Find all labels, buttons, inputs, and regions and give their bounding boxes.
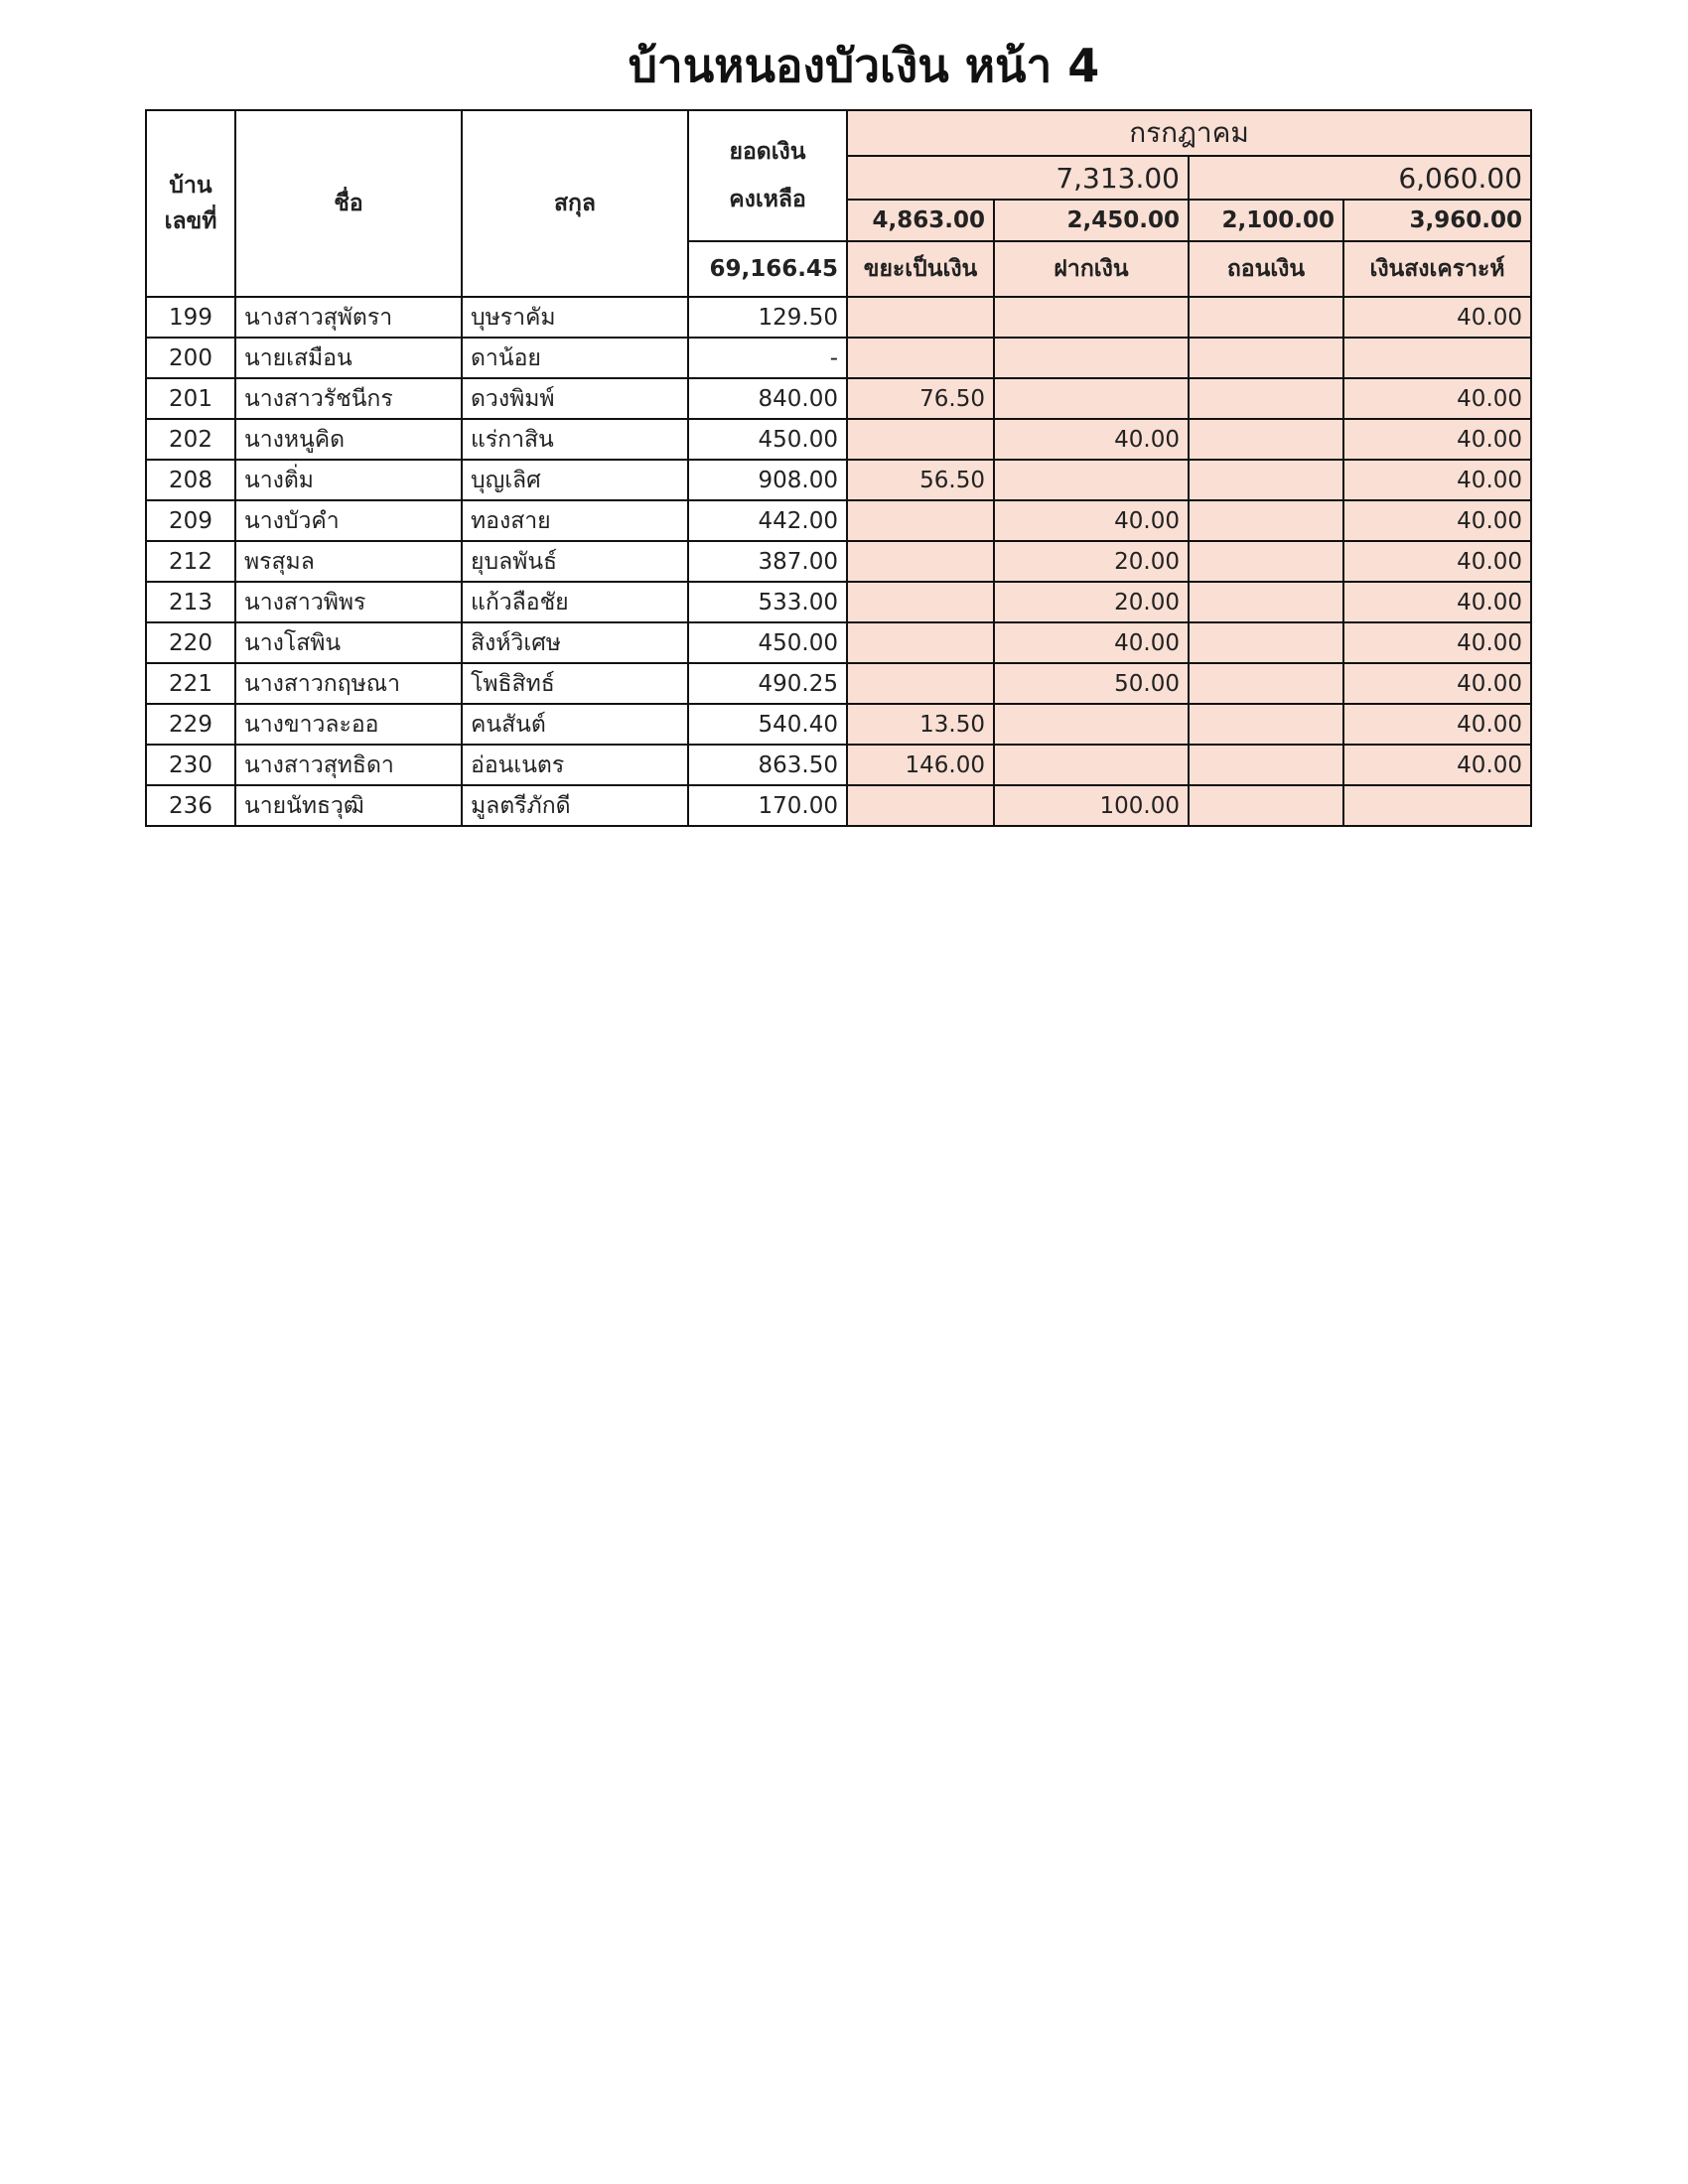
cell-last-name: โพธิสิทธ์ xyxy=(462,663,688,704)
cell-first-name: นางสาวสุพัตรา xyxy=(235,297,462,338)
page-title: บ้านหนองบัวเงิน หน้า 4 xyxy=(628,39,1100,92)
subtotal-deposit: 2,450.00 xyxy=(994,200,1189,241)
subtotal-withdraw: 2,100.00 xyxy=(1189,200,1343,241)
header-house-no-line1: บ้าน xyxy=(169,173,212,199)
cell-balance: 540.40 xyxy=(688,704,847,745)
cell-balance: 450.00 xyxy=(688,419,847,460)
cell-last-name: ดวงพิมพ์ xyxy=(462,378,688,419)
cell-waste xyxy=(847,419,994,460)
cell-house-no: 202 xyxy=(146,419,235,460)
cell-deposit: 40.00 xyxy=(994,419,1189,460)
cell-last-name: ดาน้อย xyxy=(462,338,688,378)
cell-withdraw xyxy=(1189,622,1343,663)
cell-house-no: 221 xyxy=(146,663,235,704)
cell-welfare: 40.00 xyxy=(1343,663,1531,704)
cell-waste: 146.00 xyxy=(847,745,994,785)
cell-last-name: บุญเลิศ xyxy=(462,460,688,500)
cell-withdraw xyxy=(1189,785,1343,826)
cell-first-name: นายเสมือน xyxy=(235,338,462,378)
cell-waste xyxy=(847,338,994,378)
cell-last-name: คนสันต์ xyxy=(462,704,688,745)
cell-balance: 863.50 xyxy=(688,745,847,785)
header-balance-line2: คงเหลือ xyxy=(729,187,806,212)
table-row xyxy=(146,745,1531,785)
table-row xyxy=(146,297,1531,338)
cell-balance: 450.00 xyxy=(688,622,847,663)
cell-first-name: พรสุมล xyxy=(235,541,462,582)
cell-first-name: นางสาวกฤษณา xyxy=(235,663,462,704)
cell-waste: 56.50 xyxy=(847,460,994,500)
header-month: กรกฎาคม xyxy=(847,110,1531,156)
savings-ledger-table xyxy=(145,109,1532,827)
cell-house-no: 199 xyxy=(146,297,235,338)
cell-waste xyxy=(847,582,994,622)
cell-welfare: 40.00 xyxy=(1343,541,1531,582)
cell-withdraw xyxy=(1189,460,1343,500)
table-row xyxy=(146,338,1531,378)
header-month-total-b: 6,060.00 xyxy=(1189,156,1531,200)
cell-house-no: 209 xyxy=(146,500,235,541)
cell-welfare: 40.00 xyxy=(1343,297,1531,338)
ledger-body xyxy=(146,297,1531,826)
cell-balance: 533.00 xyxy=(688,582,847,622)
cell-last-name: แก้วลือชัย xyxy=(462,582,688,622)
cell-withdraw xyxy=(1189,297,1343,338)
cell-deposit xyxy=(994,338,1189,378)
cell-welfare: 40.00 xyxy=(1343,704,1531,745)
cell-last-name: ยุบลพันธ์ xyxy=(462,541,688,582)
subtotal-waste: 4,863.00 xyxy=(847,200,994,241)
cell-deposit xyxy=(994,704,1189,745)
cell-waste xyxy=(847,622,994,663)
header-balance xyxy=(688,110,847,241)
cell-first-name: นางสาวสุทธิดา xyxy=(235,745,462,785)
cell-house-no: 213 xyxy=(146,582,235,622)
cell-deposit: 20.00 xyxy=(994,582,1189,622)
header-last-name: สกุล xyxy=(462,110,688,297)
table-row xyxy=(146,500,1531,541)
cell-house-no: 236 xyxy=(146,785,235,826)
cell-balance: 129.50 xyxy=(688,297,847,338)
cell-deposit xyxy=(994,745,1189,785)
cell-waste: 13.50 xyxy=(847,704,994,745)
cell-balance: 908.00 xyxy=(688,460,847,500)
table-row xyxy=(146,663,1531,704)
cell-welfare: 40.00 xyxy=(1343,745,1531,785)
cell-last-name: แร่กาสิน xyxy=(462,419,688,460)
cell-welfare: 40.00 xyxy=(1343,378,1531,419)
cell-deposit: 100.00 xyxy=(994,785,1189,826)
header-month-total-a: 7,313.00 xyxy=(847,156,1189,200)
cell-first-name: นายนัทธวุฒิ xyxy=(235,785,462,826)
column-header-deposit: ฝากเงิน xyxy=(994,241,1189,297)
cell-balance: - xyxy=(688,338,847,378)
header-first-name: ชื่อ xyxy=(235,110,462,297)
table-row xyxy=(146,622,1531,663)
cell-first-name: นางโสพิน xyxy=(235,622,462,663)
cell-welfare: 40.00 xyxy=(1343,419,1531,460)
cell-withdraw xyxy=(1189,541,1343,582)
cell-first-name: นางติ่ม xyxy=(235,460,462,500)
cell-balance: 840.00 xyxy=(688,378,847,419)
cell-withdraw xyxy=(1189,378,1343,419)
column-header-waste: ขยะเป็นเงิน xyxy=(847,241,994,297)
cell-welfare: 40.00 xyxy=(1343,500,1531,541)
table-row xyxy=(146,419,1531,460)
cell-withdraw xyxy=(1189,419,1343,460)
header-balance-line1: ยอดเงิน xyxy=(729,139,806,165)
table-row xyxy=(146,582,1531,622)
cell-first-name: นางขาวละออ xyxy=(235,704,462,745)
cell-house-no: 212 xyxy=(146,541,235,582)
cell-last-name: สิงห์วิเศษ xyxy=(462,622,688,663)
table-row xyxy=(146,378,1531,419)
table-row xyxy=(146,460,1531,500)
cell-balance: 387.00 xyxy=(688,541,847,582)
subtotal-welfare: 3,960.00 xyxy=(1343,200,1531,241)
cell-last-name: มูลตรีภักดี xyxy=(462,785,688,826)
column-header-welfare: เงินสงเคราะห์ xyxy=(1343,241,1531,297)
cell-last-name: ทองสาย xyxy=(462,500,688,541)
cell-first-name: นางสาวพิพร xyxy=(235,582,462,622)
cell-deposit: 50.00 xyxy=(994,663,1189,704)
cell-waste: 76.50 xyxy=(847,378,994,419)
cell-first-name: นางหนูคิด xyxy=(235,419,462,460)
cell-waste xyxy=(847,541,994,582)
cell-waste xyxy=(847,663,994,704)
cell-withdraw xyxy=(1189,745,1343,785)
cell-deposit: 20.00 xyxy=(994,541,1189,582)
table-row xyxy=(146,541,1531,582)
cell-welfare: 40.00 xyxy=(1343,460,1531,500)
balance-total: 69,166.45 xyxy=(688,241,847,297)
cell-deposit xyxy=(994,378,1189,419)
cell-house-no: 220 xyxy=(146,622,235,663)
cell-welfare xyxy=(1343,338,1531,378)
cell-balance: 490.25 xyxy=(688,663,847,704)
table-row xyxy=(146,785,1531,826)
cell-welfare xyxy=(1343,785,1531,826)
cell-first-name: นางบัวคำ xyxy=(235,500,462,541)
cell-house-no: 229 xyxy=(146,704,235,745)
cell-house-no: 200 xyxy=(146,338,235,378)
cell-withdraw xyxy=(1189,500,1343,541)
cell-house-no: 230 xyxy=(146,745,235,785)
cell-deposit xyxy=(994,460,1189,500)
cell-waste xyxy=(847,297,994,338)
column-header-withdraw: ถอนเงิน xyxy=(1189,241,1343,297)
cell-deposit xyxy=(994,297,1189,338)
cell-waste xyxy=(847,785,994,826)
cell-last-name: อ่อนเนตร xyxy=(462,745,688,785)
cell-welfare: 40.00 xyxy=(1343,582,1531,622)
cell-withdraw xyxy=(1189,704,1343,745)
cell-house-no: 201 xyxy=(146,378,235,419)
cell-waste xyxy=(847,500,994,541)
cell-deposit: 40.00 xyxy=(994,500,1189,541)
header-house-no xyxy=(146,110,235,297)
cell-withdraw xyxy=(1189,663,1343,704)
table-row xyxy=(146,704,1531,745)
cell-house-no: 208 xyxy=(146,460,235,500)
cell-welfare: 40.00 xyxy=(1343,622,1531,663)
cell-withdraw xyxy=(1189,338,1343,378)
cell-last-name: บุษราคัม xyxy=(462,297,688,338)
cell-withdraw xyxy=(1189,582,1343,622)
cell-balance: 442.00 xyxy=(688,500,847,541)
header-house-no-line2: เลขที่ xyxy=(164,208,217,234)
cell-first-name: นางสาวรัชนีกร xyxy=(235,378,462,419)
cell-balance: 170.00 xyxy=(688,785,847,826)
cell-deposit: 40.00 xyxy=(994,622,1189,663)
